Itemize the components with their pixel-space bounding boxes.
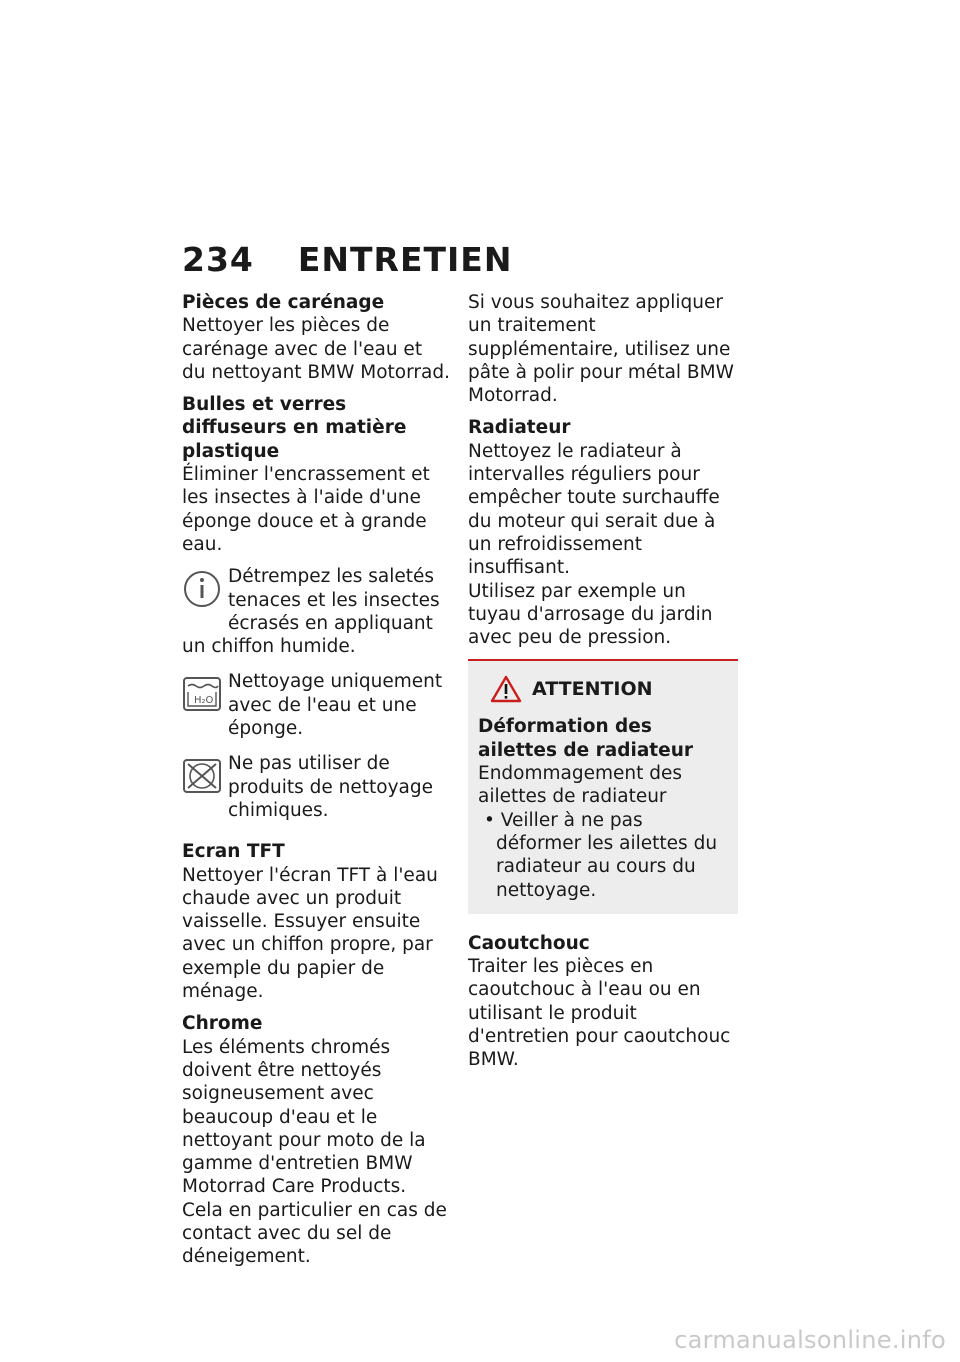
section-text: Si vous souhaitez appliquer un traitement supplémentaire, utilisez une pâte à polir pour métal BMW Motorrad. [468,292,734,407]
info-note [182,565,450,658]
section-chrome [182,1012,450,1268]
section-text: Traiter les pièces en caoutchouc à l'eau ou en utilisant le produit d'entretien pour caoutchouc BMW. [468,956,731,1071]
section-text: Les éléments chromés doivent être nettoyés soigneusement avec beaucoup d'eau et le nettoyant pour moto de la gamme d'entretien BMW Motorrad Care Products. Cela en particulier en cas de contact avec du sel de déneigement. [182,1036,447,1268]
section-fairing [182,291,450,384]
water-note [182,670,450,740]
no-chemicals-icon [182,754,224,798]
section-windshield [182,393,450,556]
section-text: Utilisez par exemple un tuyau d'arrosage du jardin avec peu de pression. [468,580,713,649]
section-title: Ecran TFT [182,841,285,863]
attention-label: ATTENTION [532,677,653,700]
section-title: Pièces de carénage [182,292,385,313]
note-text: Détrempez les saletés tenaces et les insectes écrasés en appliquant un chiffon humide. [182,566,440,658]
section-text: Nettoyer les pièces de carénage avec de l'eau et du nettoyant BMW Motorrad. [182,315,450,383]
section-text: Éliminer l'encrassement et les insectes à l'aide d'une éponge douce et à grande eau. [182,464,430,555]
right-column [468,291,738,1081]
section-tft-screen [182,840,450,1003]
warning-triangle-icon [490,675,522,703]
no-chemicals-note [182,752,450,822]
svg-text:H₂O: H₂O [194,695,214,707]
section-title: Bulles et verres diffuseurs en matière plastique [182,394,407,462]
watermark: carmanualsonline.info [674,1326,946,1354]
section-rubber [468,932,738,1072]
page-number: 234 [182,240,254,279]
attention-text: Endommagement des ailettes de radiateur [478,763,683,808]
attention-heading [478,675,728,703]
section-title: Radiateur [468,417,571,439]
attention-list [478,809,728,902]
section-text: Nettoyer l'écran TFT à l'eau chaude avec un produit vaisselle. Essuyer ensuite avec un chiffon propre, par exemple du papier de ménage. [182,864,438,1003]
section-title: Caoutchouc [468,932,590,954]
section-polish [468,291,738,407]
note-text: Nettoyage uniquement avec de l'eau et une éponge. [228,671,443,740]
left-column [182,291,450,1278]
attention-title: Déformation des ailettes de radiateur [478,716,693,761]
note-text: Ne pas utiliser de produits de nettoyage chimiques. [228,753,433,821]
attention-box [468,659,738,913]
page-title: ENTRETIEN [297,240,513,279]
attention-bullet: • Veiller à ne pas déformer les ailettes du radiateur au cours du nettoyage. [478,809,728,902]
section-text: Nettoyez le radiateur à intervalles réguliers pour empêcher toute surchauffe du moteur qui serait due à un refroidissement insuffisant. [468,440,720,579]
water-sponge-icon [182,672,224,716]
info-icon [182,567,224,611]
section-radiator [468,416,738,649]
page-header [182,240,512,279]
section-title: Chrome [182,1013,263,1035]
